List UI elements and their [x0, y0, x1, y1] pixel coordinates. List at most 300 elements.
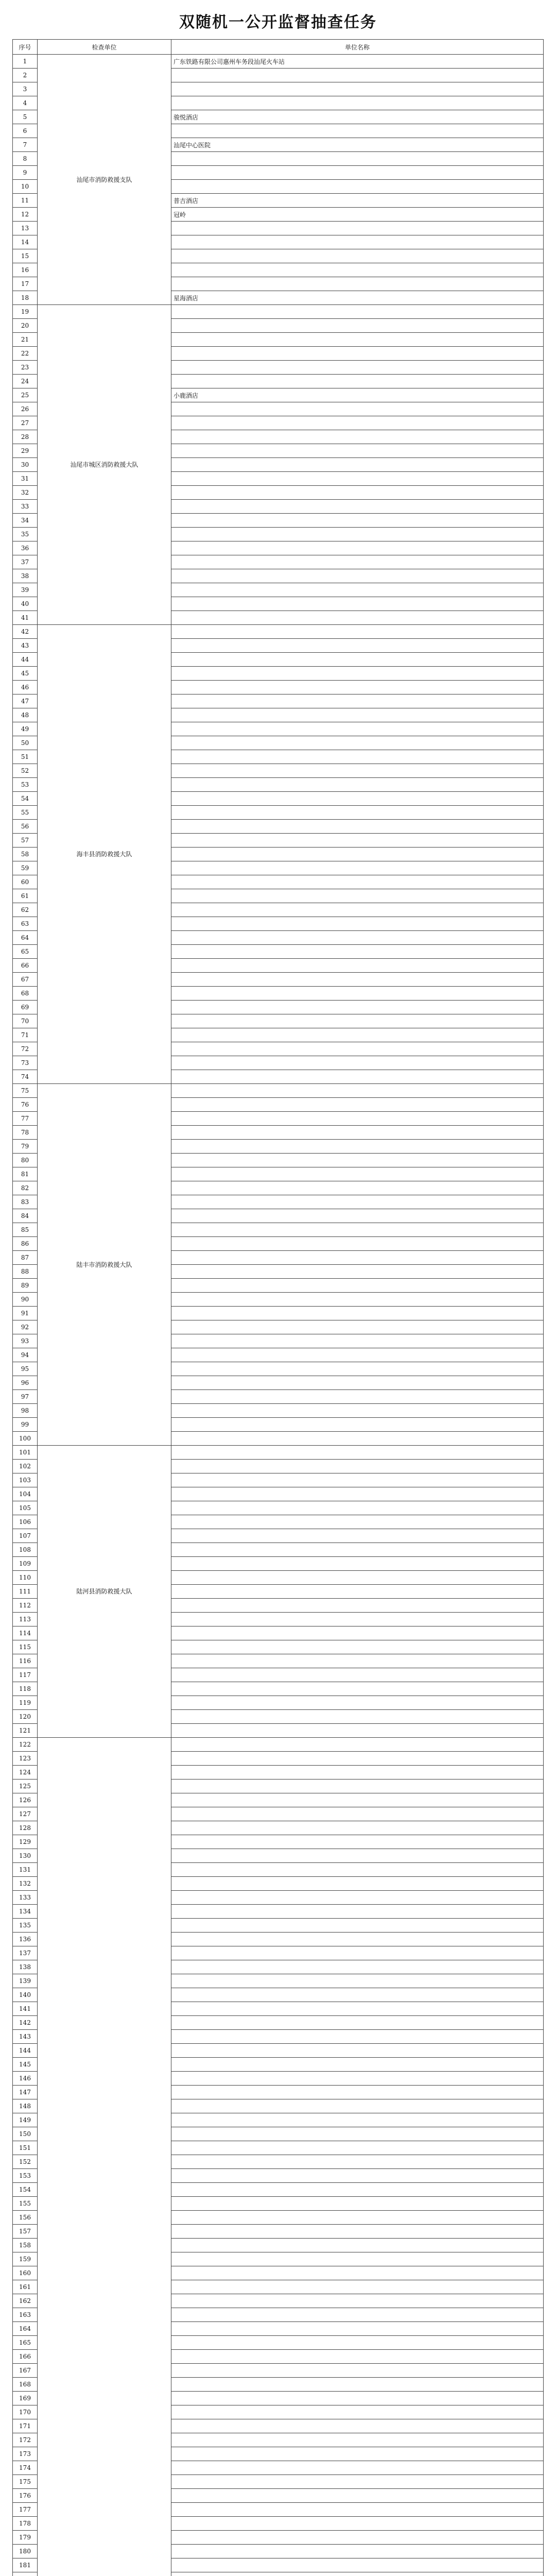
inspected-unit-name	[171, 2475, 544, 2489]
inspected-unit-name	[171, 639, 544, 653]
row-seq: 141	[13, 2002, 38, 2016]
row-seq: 120	[13, 1710, 38, 1724]
row-seq: 165	[13, 2336, 38, 2350]
row-seq: 143	[13, 2030, 38, 2044]
row-seq: 20	[13, 319, 38, 333]
row-seq: 95	[13, 1362, 38, 1376]
row-seq: 160	[13, 2266, 38, 2280]
row-seq: 101	[13, 1446, 38, 1460]
inspected-unit-name	[171, 1098, 544, 1112]
inspected-unit-name	[171, 555, 544, 569]
inspected-unit-name	[171, 2086, 544, 2099]
inspected-unit-name	[171, 2183, 544, 2197]
row-seq: 35	[13, 528, 38, 541]
inspected-unit-name	[171, 2030, 544, 2044]
row-seq: 109	[13, 1557, 38, 1571]
inspected-unit-name	[171, 2419, 544, 2433]
inspected-unit-name	[171, 1320, 544, 1334]
inspected-unit-name	[171, 848, 544, 861]
inspected-unit-name	[171, 2127, 544, 2141]
page-title: 双随机一公开监督抽查任务	[179, 13, 377, 31]
inspected-unit-name	[171, 305, 544, 319]
inspected-unit-name	[171, 1307, 544, 1320]
row-seq: 106	[13, 1515, 38, 1529]
row-seq: 149	[13, 2113, 38, 2127]
row-seq: 167	[13, 2364, 38, 2378]
row-seq: 89	[13, 1279, 38, 1293]
inspected-unit-name	[171, 1960, 544, 1974]
inspected-unit-name	[171, 1974, 544, 1988]
inspected-unit-name	[171, 2155, 544, 2169]
row-seq: 150	[13, 2127, 38, 2141]
inspected-unit-name	[171, 681, 544, 694]
row-seq: 157	[13, 2225, 38, 2239]
row-seq: 33	[13, 500, 38, 514]
inspected-unit-name	[171, 2239, 544, 2252]
row-seq: 47	[13, 694, 38, 708]
row-seq: 163	[13, 2308, 38, 2322]
table-row	[13, 1084, 544, 1098]
inspected-unit-name	[171, 2197, 544, 2211]
row-seq: 15	[13, 249, 38, 263]
inspected-unit-name	[171, 569, 544, 583]
inspected-unit-name	[171, 458, 544, 472]
row-seq: 134	[13, 1905, 38, 1919]
row-seq: 72	[13, 1042, 38, 1056]
inspected-unit-name	[171, 2280, 544, 2294]
table-row	[13, 55, 544, 69]
inspected-unit-name	[171, 2405, 544, 2419]
row-seq: 116	[13, 1654, 38, 1668]
table-header-row	[13, 40, 544, 55]
inspected-unit-name	[171, 2113, 544, 2127]
row-seq: 28	[13, 430, 38, 444]
inspected-unit-name	[171, 319, 544, 333]
row-seq: 168	[13, 2378, 38, 2392]
inspected-unit-name	[171, 1891, 544, 1905]
inspected-unit-name	[171, 2308, 544, 2322]
inspected-unit-name	[171, 1056, 544, 1070]
row-seq: 108	[13, 1543, 38, 1557]
row-seq: 45	[13, 667, 38, 681]
row-seq: 138	[13, 1960, 38, 1974]
row-seq: 57	[13, 834, 38, 848]
inspected-unit-name	[171, 1181, 544, 1195]
inspected-unit-name	[171, 1766, 544, 1780]
inspected-unit-name	[171, 2364, 544, 2378]
inspected-unit-name	[171, 820, 544, 834]
inspected-unit-name	[171, 69, 544, 82]
row-seq: 40	[13, 597, 38, 611]
row-seq: 87	[13, 1251, 38, 1265]
row-seq: 166	[13, 2350, 38, 2364]
inspected-unit-name	[171, 528, 544, 541]
inspected-unit-name	[171, 653, 544, 667]
inspection-department: 汕尾市消防救援支队	[38, 55, 171, 305]
row-seq: 26	[13, 402, 38, 416]
row-seq: 172	[13, 2433, 38, 2447]
inspected-unit-name: 小鹿酒店	[171, 388, 544, 402]
row-seq: 98	[13, 1404, 38, 1418]
row-seq: 96	[13, 1376, 38, 1390]
row-seq: 80	[13, 1154, 38, 1167]
inspected-unit-name	[171, 2503, 544, 2517]
row-seq: 85	[13, 1223, 38, 1237]
inspected-unit-name	[171, 1195, 544, 1209]
inspected-unit-name	[171, 611, 544, 625]
inspected-unit-name: 普吉酒店	[171, 194, 544, 208]
row-seq: 59	[13, 861, 38, 875]
inspected-unit-name: 汕尾中心医院	[171, 138, 544, 152]
row-seq: 131	[13, 1863, 38, 1877]
row-seq: 94	[13, 1348, 38, 1362]
row-seq: 18	[13, 291, 38, 305]
row-seq: 139	[13, 1974, 38, 1988]
inspected-unit-name	[171, 2433, 544, 2447]
row-seq: 118	[13, 1682, 38, 1696]
inspected-unit-name	[171, 1154, 544, 1167]
row-seq: 9	[13, 166, 38, 180]
row-seq: 24	[13, 375, 38, 388]
row-seq: 41	[13, 611, 38, 625]
row-seq: 156	[13, 2211, 38, 2225]
inspected-unit-name	[171, 1473, 544, 1487]
inspected-unit-name	[171, 1112, 544, 1126]
inspected-unit-name	[171, 2294, 544, 2308]
inspected-unit-name	[171, 2044, 544, 2058]
row-seq: 97	[13, 1390, 38, 1404]
inspected-unit-name	[171, 1028, 544, 1042]
inspected-unit-name	[171, 1265, 544, 1279]
inspected-unit-name	[171, 1780, 544, 1793]
row-seq: 153	[13, 2169, 38, 2183]
row-seq: 53	[13, 778, 38, 792]
row-seq: 181	[13, 2558, 38, 2572]
row-seq: 152	[13, 2155, 38, 2169]
row-seq: 17	[13, 277, 38, 291]
inspected-unit-name	[171, 1905, 544, 1919]
row-seq: 104	[13, 1487, 38, 1501]
row-seq: 31	[13, 472, 38, 486]
inspection-department	[38, 1738, 171, 2576]
inspected-unit-name	[171, 2252, 544, 2266]
row-seq: 145	[13, 2058, 38, 2072]
inspected-unit-name	[171, 166, 544, 180]
row-seq: 56	[13, 820, 38, 834]
row-seq: 84	[13, 1209, 38, 1223]
inspected-unit-name	[171, 235, 544, 249]
row-seq: 117	[13, 1668, 38, 1682]
inspected-unit-name	[171, 1460, 544, 1473]
row-seq: 44	[13, 653, 38, 667]
row-seq: 52	[13, 764, 38, 778]
row-seq: 74	[13, 1070, 38, 1084]
inspected-unit-name	[171, 1362, 544, 1376]
row-seq: 38	[13, 569, 38, 583]
inspected-unit-name	[171, 2266, 544, 2280]
inspected-unit-name	[171, 375, 544, 388]
inspected-unit-name	[171, 2211, 544, 2225]
inspected-unit-name	[171, 2350, 544, 2364]
inspected-unit-name	[171, 222, 544, 235]
row-seq: 58	[13, 848, 38, 861]
inspected-unit-name: 星海酒店	[171, 291, 544, 305]
row-seq: 67	[13, 973, 38, 987]
row-seq: 158	[13, 2239, 38, 2252]
inspected-unit-name	[171, 1571, 544, 1585]
row-seq: 13	[13, 222, 38, 235]
row-seq: 61	[13, 889, 38, 903]
table-body	[13, 55, 544, 2576]
inspected-unit-name	[171, 2572, 544, 2576]
inspected-unit-name	[171, 1919, 544, 1933]
table-row	[13, 305, 544, 319]
row-seq: 81	[13, 1167, 38, 1181]
row-seq: 66	[13, 959, 38, 973]
inspected-unit-name	[171, 1376, 544, 1390]
inspected-unit-name: 广东铁路有限公司惠州车务段汕尾火车站	[171, 55, 544, 69]
row-seq: 51	[13, 750, 38, 764]
inspected-unit-name	[171, 1126, 544, 1140]
row-seq: 21	[13, 333, 38, 347]
inspected-unit-name	[171, 1070, 544, 1084]
inspected-unit-name	[171, 1418, 544, 1432]
row-seq: 177	[13, 2503, 38, 2517]
inspected-unit-name	[171, 736, 544, 750]
inspected-unit-name	[171, 889, 544, 903]
row-seq: 115	[13, 1640, 38, 1654]
row-seq: 71	[13, 1028, 38, 1042]
row-seq: 86	[13, 1237, 38, 1251]
inspected-unit-name	[171, 1334, 544, 1348]
inspected-unit-name	[171, 1557, 544, 1571]
inspected-unit-name	[171, 667, 544, 681]
row-seq: 140	[13, 1988, 38, 2002]
row-seq: 110	[13, 1571, 38, 1585]
row-seq: 102	[13, 1460, 38, 1473]
header-target: 单位名称	[171, 40, 544, 55]
inspected-unit-name	[171, 2002, 544, 2016]
row-seq: 122	[13, 1738, 38, 1752]
inspected-unit-name	[171, 1946, 544, 1960]
row-seq: 135	[13, 1919, 38, 1933]
row-seq: 142	[13, 2016, 38, 2030]
row-seq: 147	[13, 2086, 38, 2099]
row-seq: 64	[13, 931, 38, 945]
row-seq: 14	[13, 235, 38, 249]
row-seq: 39	[13, 583, 38, 597]
inspected-unit-name	[171, 2072, 544, 2086]
inspected-unit-name	[171, 1223, 544, 1237]
row-seq: 62	[13, 903, 38, 917]
row-seq: 92	[13, 1320, 38, 1334]
inspected-unit-name	[171, 1738, 544, 1752]
row-seq	[13, 2572, 38, 2576]
row-seq: 103	[13, 1473, 38, 1487]
inspected-unit-name	[171, 1696, 544, 1710]
inspected-unit-name	[171, 2225, 544, 2239]
inspected-unit-name	[171, 2517, 544, 2531]
inspected-unit-name	[171, 1724, 544, 1738]
row-seq: 178	[13, 2517, 38, 2531]
inspected-unit-name	[171, 82, 544, 96]
inspected-unit-name	[171, 750, 544, 764]
inspected-unit-name	[171, 1599, 544, 1613]
inspection-department: 汕尾市城区消防救援大队	[38, 305, 171, 625]
row-seq: 154	[13, 2183, 38, 2197]
row-seq: 69	[13, 1001, 38, 1014]
header-seq: 序号	[13, 40, 38, 55]
inspected-unit-name	[171, 1654, 544, 1668]
row-seq: 37	[13, 555, 38, 569]
inspected-unit-name	[171, 1863, 544, 1877]
inspected-unit-name	[171, 987, 544, 1001]
row-seq: 8	[13, 152, 38, 166]
row-seq: 164	[13, 2322, 38, 2336]
inspected-unit-name	[171, 2099, 544, 2113]
inspected-unit-name	[171, 1821, 544, 1835]
inspected-unit-name	[171, 945, 544, 959]
inspected-unit-name	[171, 500, 544, 514]
row-seq: 76	[13, 1098, 38, 1112]
inspected-unit-name	[171, 1682, 544, 1696]
inspected-unit-name	[171, 2322, 544, 2336]
inspected-unit-name	[171, 1487, 544, 1501]
inspected-unit-name	[171, 917, 544, 931]
inspected-unit-name	[171, 1501, 544, 1515]
inspected-unit-name	[171, 1390, 544, 1404]
row-seq: 75	[13, 1084, 38, 1098]
inspected-unit-name	[171, 541, 544, 555]
row-seq: 151	[13, 2141, 38, 2155]
row-seq: 173	[13, 2447, 38, 2461]
row-seq: 70	[13, 1014, 38, 1028]
inspected-unit-name	[171, 124, 544, 138]
inspected-unit-name	[171, 1807, 544, 1821]
row-seq: 161	[13, 2280, 38, 2294]
inspected-unit-name	[171, 875, 544, 889]
row-seq: 171	[13, 2419, 38, 2433]
row-seq: 146	[13, 2072, 38, 2086]
row-seq: 113	[13, 1613, 38, 1626]
inspected-unit-name	[171, 1001, 544, 1014]
inspected-unit-name	[171, 861, 544, 875]
row-seq: 22	[13, 347, 38, 361]
row-seq: 127	[13, 1807, 38, 1821]
inspected-unit-name	[171, 277, 544, 291]
inspected-unit-name	[171, 694, 544, 708]
row-seq: 82	[13, 1181, 38, 1195]
inspected-unit-name	[171, 1585, 544, 1599]
inspected-unit-name	[171, 444, 544, 458]
table-row	[13, 625, 544, 639]
row-seq: 43	[13, 639, 38, 653]
row-seq: 77	[13, 1112, 38, 1126]
inspected-unit-name	[171, 1084, 544, 1098]
inspected-unit-name	[171, 903, 544, 917]
row-seq: 128	[13, 1821, 38, 1835]
inspected-unit-name	[171, 1042, 544, 1056]
row-seq: 73	[13, 1056, 38, 1070]
inspected-unit-name	[171, 931, 544, 945]
inspected-unit-name	[171, 959, 544, 973]
inspected-unit-name	[171, 402, 544, 416]
row-seq: 29	[13, 444, 38, 458]
inspected-unit-name	[171, 2545, 544, 2558]
inspected-unit-name	[171, 361, 544, 375]
row-seq: 119	[13, 1696, 38, 1710]
row-seq: 144	[13, 2044, 38, 2058]
inspected-unit-name	[171, 2489, 544, 2503]
row-seq: 126	[13, 1793, 38, 1807]
row-seq: 60	[13, 875, 38, 889]
row-seq: 148	[13, 2099, 38, 2113]
row-seq: 170	[13, 2405, 38, 2419]
row-seq: 91	[13, 1307, 38, 1320]
row-seq: 11	[13, 194, 38, 208]
row-seq: 155	[13, 2197, 38, 2211]
inspected-unit-name	[171, 2336, 544, 2350]
inspected-unit-name	[171, 1293, 544, 1307]
row-seq: 100	[13, 1432, 38, 1446]
inspected-unit-name	[171, 1640, 544, 1654]
inspected-unit-name	[171, 1933, 544, 1946]
inspected-unit-name	[171, 416, 544, 430]
row-seq: 7	[13, 138, 38, 152]
row-seq: 129	[13, 1835, 38, 1849]
row-seq: 130	[13, 1849, 38, 1863]
inspected-unit-name	[171, 1793, 544, 1807]
document	[0, 9, 556, 2576]
inspected-unit-name	[171, 2016, 544, 2030]
row-seq: 133	[13, 1891, 38, 1905]
inspected-unit-name	[171, 1752, 544, 1766]
row-seq: 68	[13, 987, 38, 1001]
row-seq: 132	[13, 1877, 38, 1891]
inspected-unit-name	[171, 597, 544, 611]
inspected-unit-name	[171, 2141, 544, 2155]
row-seq: 36	[13, 541, 38, 555]
inspected-unit-name	[171, 708, 544, 722]
row-seq: 159	[13, 2252, 38, 2266]
inspected-unit-name	[171, 764, 544, 778]
inspected-unit-name	[171, 1404, 544, 1418]
row-seq: 3	[13, 82, 38, 96]
inspected-unit-name	[171, 1432, 544, 1446]
row-seq: 48	[13, 708, 38, 722]
inspected-unit-name	[171, 2558, 544, 2572]
inspected-unit-name	[171, 1710, 544, 1724]
inspected-unit-name	[171, 973, 544, 987]
inspected-unit-name	[171, 180, 544, 194]
inspected-unit-name	[171, 2169, 544, 2183]
row-seq: 169	[13, 2392, 38, 2405]
inspected-unit-name	[171, 1209, 544, 1223]
inspected-unit-name	[171, 1543, 544, 1557]
row-seq: 55	[13, 806, 38, 820]
inspected-unit-name	[171, 1877, 544, 1891]
row-seq: 25	[13, 388, 38, 402]
row-seq: 174	[13, 2461, 38, 2475]
inspected-unit-name	[171, 2531, 544, 2545]
inspection-department: 陆河县消防救援大队	[38, 1446, 171, 1738]
row-seq: 123	[13, 1752, 38, 1766]
inspected-unit-name	[171, 1529, 544, 1543]
row-seq: 175	[13, 2475, 38, 2489]
row-seq: 107	[13, 1529, 38, 1543]
inspected-unit-name	[171, 486, 544, 500]
row-seq: 124	[13, 1766, 38, 1780]
